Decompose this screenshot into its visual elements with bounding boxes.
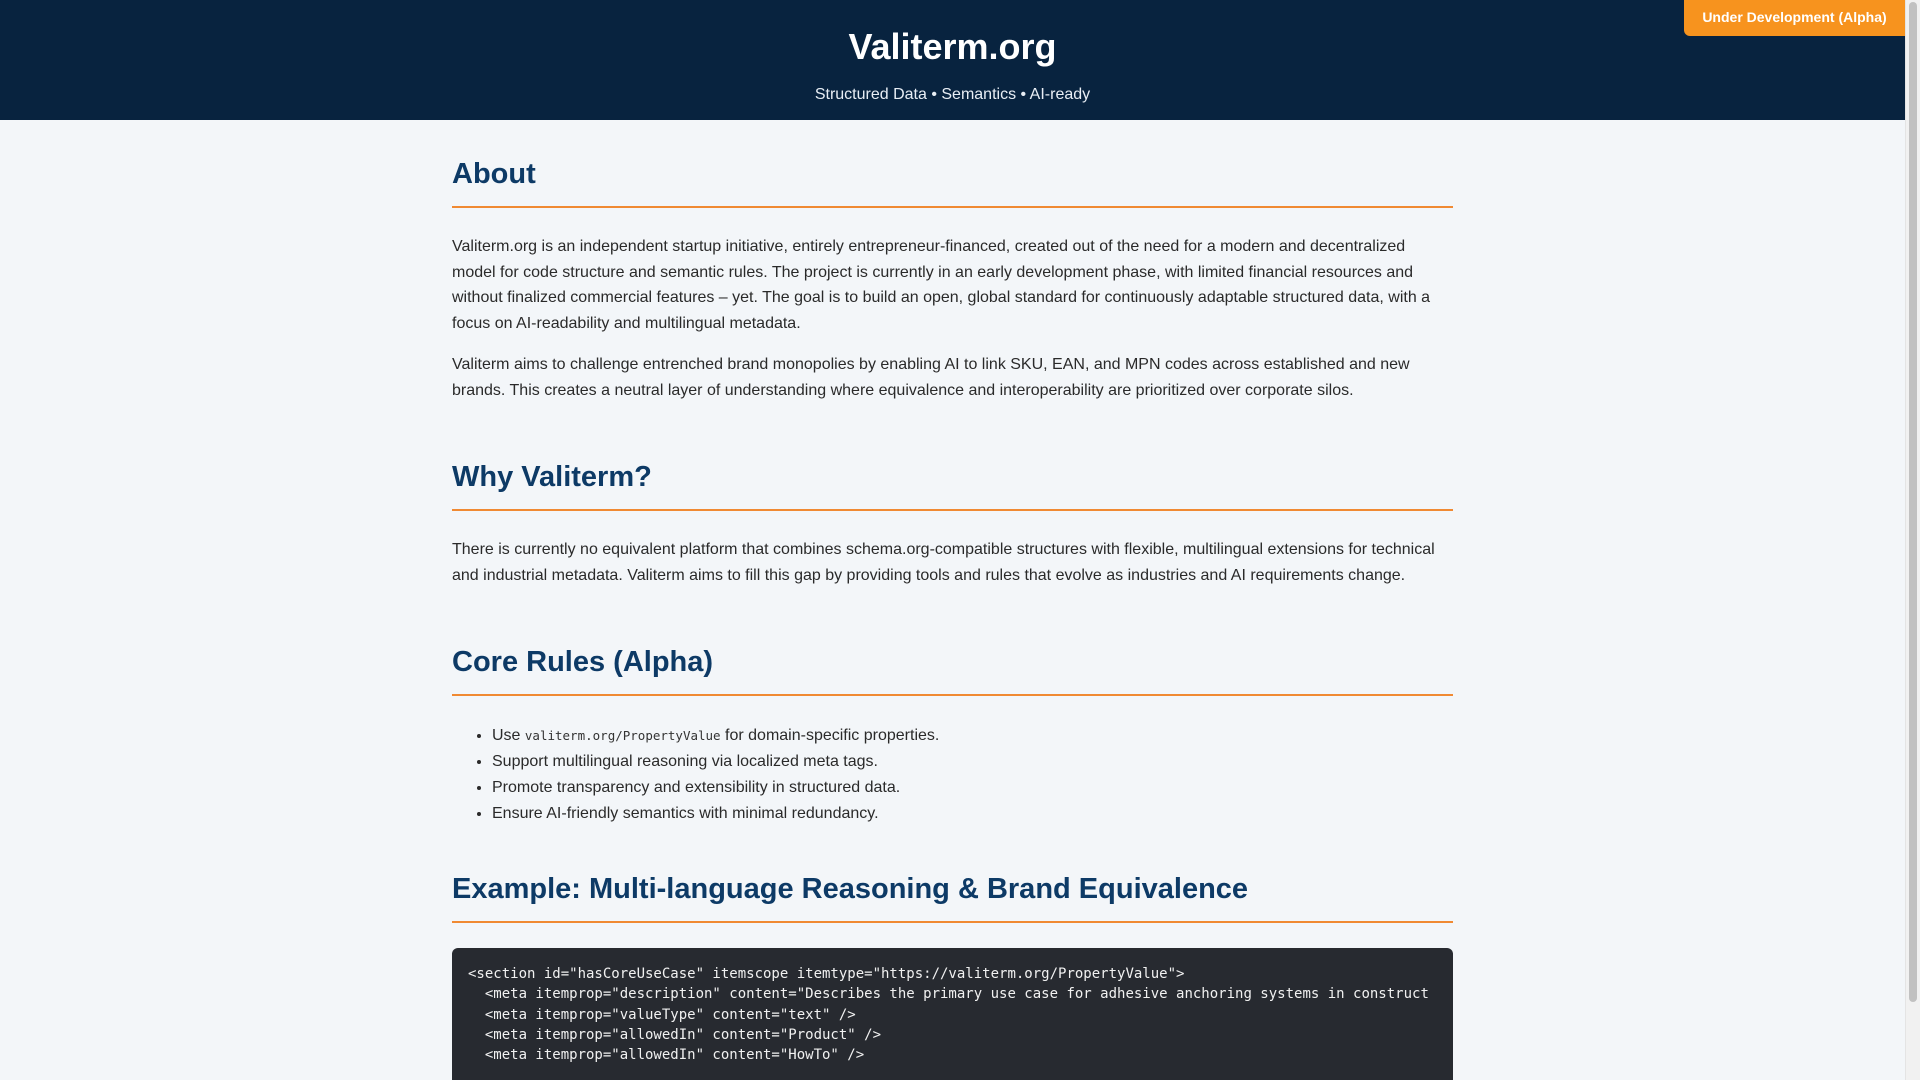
example-section: [452, 871, 1453, 1080]
code-example-block[interactable]: <section id="hasCoreUseCase" itemscope itemtype="https://valiterm.org/PropertyValue"> <meta itemprop="description" content="Describes the primary use case for adhesive anchoring systems in construct <meta itemprop="valueType" content="text" /> <meta itemprop="allowedIn" content="Product" /> <meta itemprop="allowedIn" content="HowTo" />: [452, 948, 1453, 1080]
rule-item: • Ensure AI-friendly semantics with minimal redundancy.: [492, 801, 1453, 827]
development-status-badge[interactable]: Under Development (Alpha): [1684, 0, 1905, 36]
site-tagline: Structured Data • Semantics • AI-ready: [814, 86, 1091, 103]
scrollbar-thumb[interactable]: [1909, 2, 1917, 1002]
about-section: [452, 156, 1453, 403]
why-paragraph: There is currently no equivalent platform that combines schema.org-compatible structures with flexible, multilingual extensions for technical and industrial metadata. Valiterm aims to fill this gap by providing tools and rules that evolve as industries and AI requirements change.: [452, 541, 1435, 584]
rule-item-suffix: for domain-specific properties.: [720, 727, 940, 744]
rule-item-prefix: Use: [492, 727, 525, 744]
site-title: Valiterm.org: [848, 26, 1057, 67]
core-rules-heading: Core Rules (Alpha): [452, 644, 1453, 696]
rule-item: • Support multilingual reasoning via localized meta tags.: [492, 749, 1453, 775]
why-heading: Why Valiterm?: [452, 459, 1453, 511]
about-heading: About: [452, 156, 1453, 208]
site-header: [0, 0, 1905, 120]
about-paragraph-1: Valiterm.org is an independent startup initiative, entirely entrepreneur-financed, created out of the need for a modern and decentralized model for code structure and semantic rules. The project is currently in an early development phase, with limited financial resources and without finalized commercial features – yet. The goal is to build an open, global standard for continuously adaptable structured data, with a focus on AI-readability and multilingual metadata.: [452, 238, 1431, 332]
about-paragraph-2: Valiterm aims to challenge entrenched brand monopolies by enabling AI to link SKU, EAN, and MPN codes across established and new brands. This creates a neutral layer of understanding where equivalence and interoperability are prioritized over corporate silos.: [452, 356, 1410, 399]
main-content: [452, 120, 1453, 1080]
core-rules-list: [452, 723, 1453, 827]
example-heading: Example: Multi-language Reasoning & Brand Equivalence: [452, 871, 1453, 923]
vertical-scrollbar[interactable]: [1905, 0, 1920, 1080]
why-section: [452, 459, 1453, 588]
inline-code: valiterm.org/PropertyValue: [524, 728, 721, 743]
rule-item: • Promote transparency and extensibility in structured data.: [492, 775, 1453, 801]
rule-item: [492, 723, 1453, 749]
core-rules-section: [452, 644, 1453, 827]
